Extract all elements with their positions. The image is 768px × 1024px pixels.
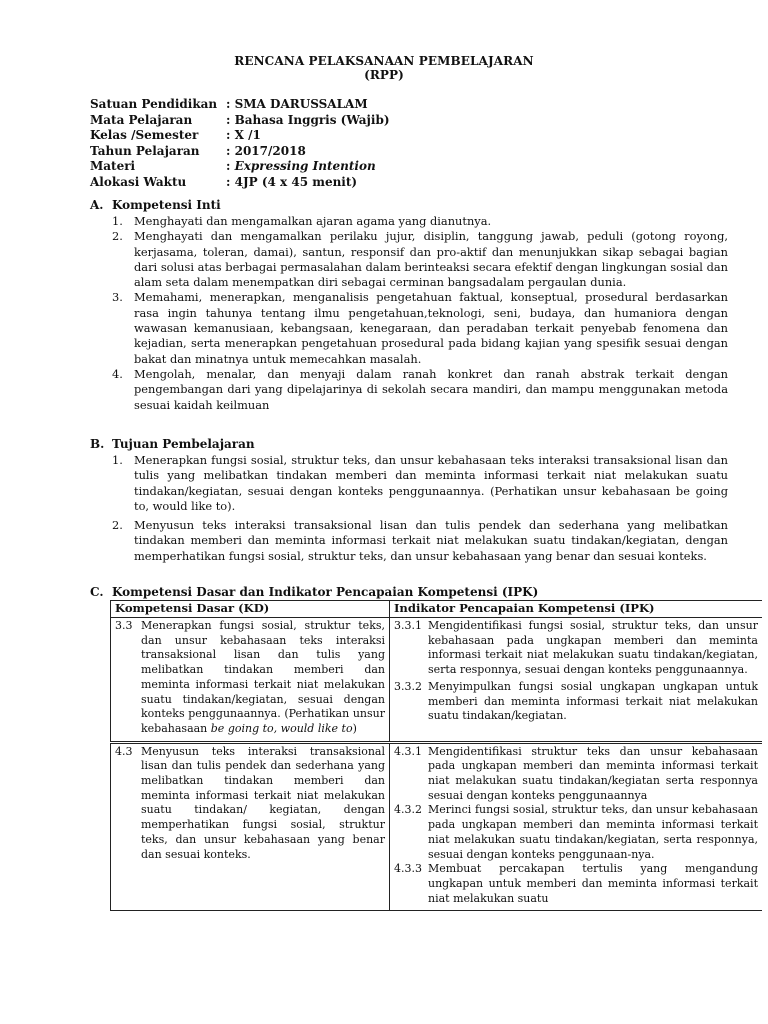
ipk-item bbox=[394, 745, 758, 804]
identity-label: Tahun Pelajaran bbox=[90, 143, 200, 158]
list-number: 1. bbox=[112, 214, 123, 228]
section-a-heading bbox=[90, 198, 221, 212]
kd-cell bbox=[111, 742, 390, 911]
section-letter: B. bbox=[90, 437, 105, 451]
ipk-item bbox=[394, 619, 758, 678]
list-text: Mengolah, menalar, dan menyaji dalam ranah konkret dan ranah abstrak terkait dengan pengembangan dari yang dipelajarinya di sekolah secara mandiri, dan mampu menggunakan metoda sesuai kaidah keilmuan bbox=[134, 366, 728, 412]
list-number: 2. bbox=[112, 518, 123, 533]
identity-value: : Bahasa Inggris (Wajib) bbox=[226, 112, 390, 127]
kd-item bbox=[115, 619, 385, 737]
list-number: 4. bbox=[112, 366, 123, 381]
kd-text: Menyusun teks interaksi transaksional lisan dan tulis pendek dan sederhana yang melibatkan tindakan memberi dan meminta informasi terkait niat melakukan suatu tindakan/ kegiatan, dengan memperhatikan fungsi sosial, struktur teks, dan unsur kebahasaan yang benar dan sesuai konteks. bbox=[141, 744, 385, 861]
ipk-item bbox=[394, 803, 758, 862]
ipk-text: Mengidentifikasi struktur teks dan unsur kebahasaan pada ungkapan memberi dan meminta informasi terkait niat melakukan suatu tindakan/kegiatan serta responnya sesuai dengan konteks penggunaannya bbox=[428, 744, 758, 802]
section-title: Kompetensi Dasar dan Indikator Pencapaian Kompetensi (IPK) bbox=[112, 585, 539, 599]
list-number: 2. bbox=[112, 229, 123, 244]
section-b-heading bbox=[90, 437, 255, 451]
table-header-row bbox=[111, 601, 763, 618]
identity-row bbox=[90, 159, 390, 175]
ipk-code: 3.3.2 bbox=[394, 679, 422, 693]
ipk-code: 4.3.2 bbox=[394, 803, 422, 817]
list-item bbox=[112, 290, 728, 366]
ipk-item bbox=[394, 680, 758, 724]
kd-text bbox=[141, 619, 385, 737]
identity-value-prefix: : bbox=[226, 159, 235, 174]
list-number: 1. bbox=[112, 453, 123, 467]
kd-code: 3.3 bbox=[115, 619, 133, 632]
table-row bbox=[111, 742, 763, 911]
list-text: Menghayati dan mengamalkan ajaran agama yang dianutnya. bbox=[134, 214, 492, 228]
identity-value: : X /1 bbox=[226, 128, 261, 143]
section-title: Tujuan Pembelajaran bbox=[112, 437, 255, 451]
identity-value: : SMA DARUSSALAM bbox=[226, 97, 368, 111]
section-letter: A. bbox=[90, 198, 104, 212]
identity-value: : 2017/2018 bbox=[226, 143, 306, 158]
identity-row bbox=[90, 144, 390, 160]
list-item bbox=[112, 518, 728, 564]
kd-ipk-table-wrapper bbox=[110, 600, 762, 1024]
kd-ipk-table bbox=[110, 600, 762, 911]
kd-code: 4.3 bbox=[115, 744, 133, 758]
document-title: RENCANA PELAKSANAAN PEMBELAJARAN bbox=[234, 54, 534, 68]
identity-label: Kelas /Semester bbox=[90, 128, 199, 143]
identity-label: Alokasi Waktu bbox=[90, 174, 187, 189]
kd-text-tail: ) bbox=[352, 721, 357, 735]
ipk-text: Membuat percakapan tertulis yang mengandung ungkapan untuk memberi dan meminta informasi terkait niat melakukan suatu bbox=[428, 862, 758, 905]
list-number: 3. bbox=[112, 290, 123, 305]
identity-row bbox=[90, 97, 390, 113]
section-title: Kompetensi Inti bbox=[112, 198, 221, 212]
identity-value: Expressing Intention bbox=[234, 159, 376, 174]
identity-label: Mata Pelajaran bbox=[90, 112, 193, 127]
ipk-cell bbox=[390, 618, 763, 743]
list-text: Menghayati dan mengamalkan perilaku jujur, disiplin, tanggung jawab, peduli (gotong royong, kerjasama, toleran, damai), santun, responsif dan pro-aktif dan menunjukkan sikap sebagai bagian dari solusi atas berbagai permasalahan dalam berinteaksi secara efektif dengan lingkungan sosial dan alam seta dalam menempatkan diri sebagai cerminan bangsadalam pergaulan dunia. bbox=[134, 229, 728, 290]
kd-text-main: Menerapkan fungsi sosial, struktur teks, dan unsur kebahasaan teks interaksi transaksional lisan dan tulis yang melibatkan tindakan memberi dan meminta informasi terkait niat melakukan suatu tindakan/kegiatan, sesuai dengan konteks penggunaannya. (Perhatikan unsur kebahasaan bbox=[141, 619, 385, 735]
ipk-item bbox=[394, 862, 758, 906]
ipk-cell bbox=[390, 742, 763, 911]
identity-row bbox=[90, 113, 390, 129]
list-item bbox=[112, 453, 728, 514]
list-item bbox=[112, 214, 728, 229]
section-letter: C. bbox=[90, 585, 104, 599]
kompetensi-inti-list bbox=[112, 214, 728, 413]
ipk-text: Menyimpulkan fungsi sosial ungkapan ungkapan untuk memberi dan meminta informasi terkait niat melakukan suatu tindakan/kegiatan. bbox=[428, 679, 758, 723]
identity-label: Materi bbox=[90, 159, 136, 174]
identity-value: : 4JP (4 x 45 menit) bbox=[226, 174, 358, 189]
kd-cell bbox=[111, 618, 390, 743]
identity-label: Satuan Pendidikan bbox=[90, 97, 218, 111]
column-header-kd: Kompetensi Dasar (KD) bbox=[111, 601, 390, 618]
column-header-ipk: Indikator Pencapaian Kompetensi (IPK) bbox=[390, 601, 763, 618]
kd-text-italic: be going to, would like to bbox=[210, 721, 353, 735]
list-text: Memahami, menerapkan, menganalisis pengetahuan faktual, konseptual, prosedural berdasarkan rasa ingin tahunya tentang ilmu pengetahuan,teknologi, seni, budaya, dan humaniora dengan wawasan kemanusiaan, kebangsaan, kenegaraan, dan peradaban terkait penyebab fenomena dan kejadian, serta menerapkan pengetahuan prosedural pada bidang kajian yang spesifik sesuai dengan bakat dan minatnya untuk memecahkan masalah. bbox=[134, 290, 728, 366]
list-item bbox=[112, 367, 728, 413]
list-text: Menyusun teks interaksi transaksional lisan dan tulis pendek dan sederhana yang melibatkan tindakan memberi dan meminta informasi terkait niat melakukan suatu tindakan/kegiatan, dengan memperhatikan fungsi sosial, struktur teks, dan unsur kebahasaan yang benar dan sesuai konteks. bbox=[134, 518, 728, 563]
ipk-code: 4.3.1 bbox=[394, 744, 422, 758]
ipk-code: 4.3.3 bbox=[394, 862, 422, 876]
ipk-text: Mengidentifikasi fungsi sosial, struktur teks, dan unsur kebahasaan pada ungkapan memberi dan meminta informasi terkait niat melakukan suatu tindakan/kegiatan, serta responnya, sesuai dengan konteks penggunaannya. bbox=[428, 619, 758, 677]
table-row bbox=[111, 618, 763, 743]
section-c-heading bbox=[90, 585, 538, 599]
document-subtitle: (RPP) bbox=[364, 68, 404, 82]
list-item bbox=[112, 229, 728, 290]
list-text: Menerapkan fungsi sosial, struktur teks, dan unsur kebahasaan teks interaksi transaksional lisan dan tulis yang melibatkan tindakan memberi dan meminta informasi terkait niat melakukan suatu tindakan/kegiatan, sesuai dengan konteks penggunaannya. (Perhatikan unsur kebahasaan be going to, would like to). bbox=[134, 453, 728, 513]
identity-row bbox=[90, 175, 390, 191]
tujuan-pembelajaran-list bbox=[112, 453, 728, 564]
kd-item bbox=[115, 745, 385, 863]
identity-block bbox=[90, 97, 390, 191]
ipk-text: Merinci fungsi sosial, struktur teks, dan unsur kebahasaan pada ungkapan memberi dan meminta informasi terkait niat melakukan suatu tindakan/kegiatan, serta responnya, sesuai dengan konteks penggunaan-nya. bbox=[428, 803, 758, 861]
ipk-code: 3.3.1 bbox=[394, 619, 422, 632]
identity-row bbox=[90, 128, 390, 144]
